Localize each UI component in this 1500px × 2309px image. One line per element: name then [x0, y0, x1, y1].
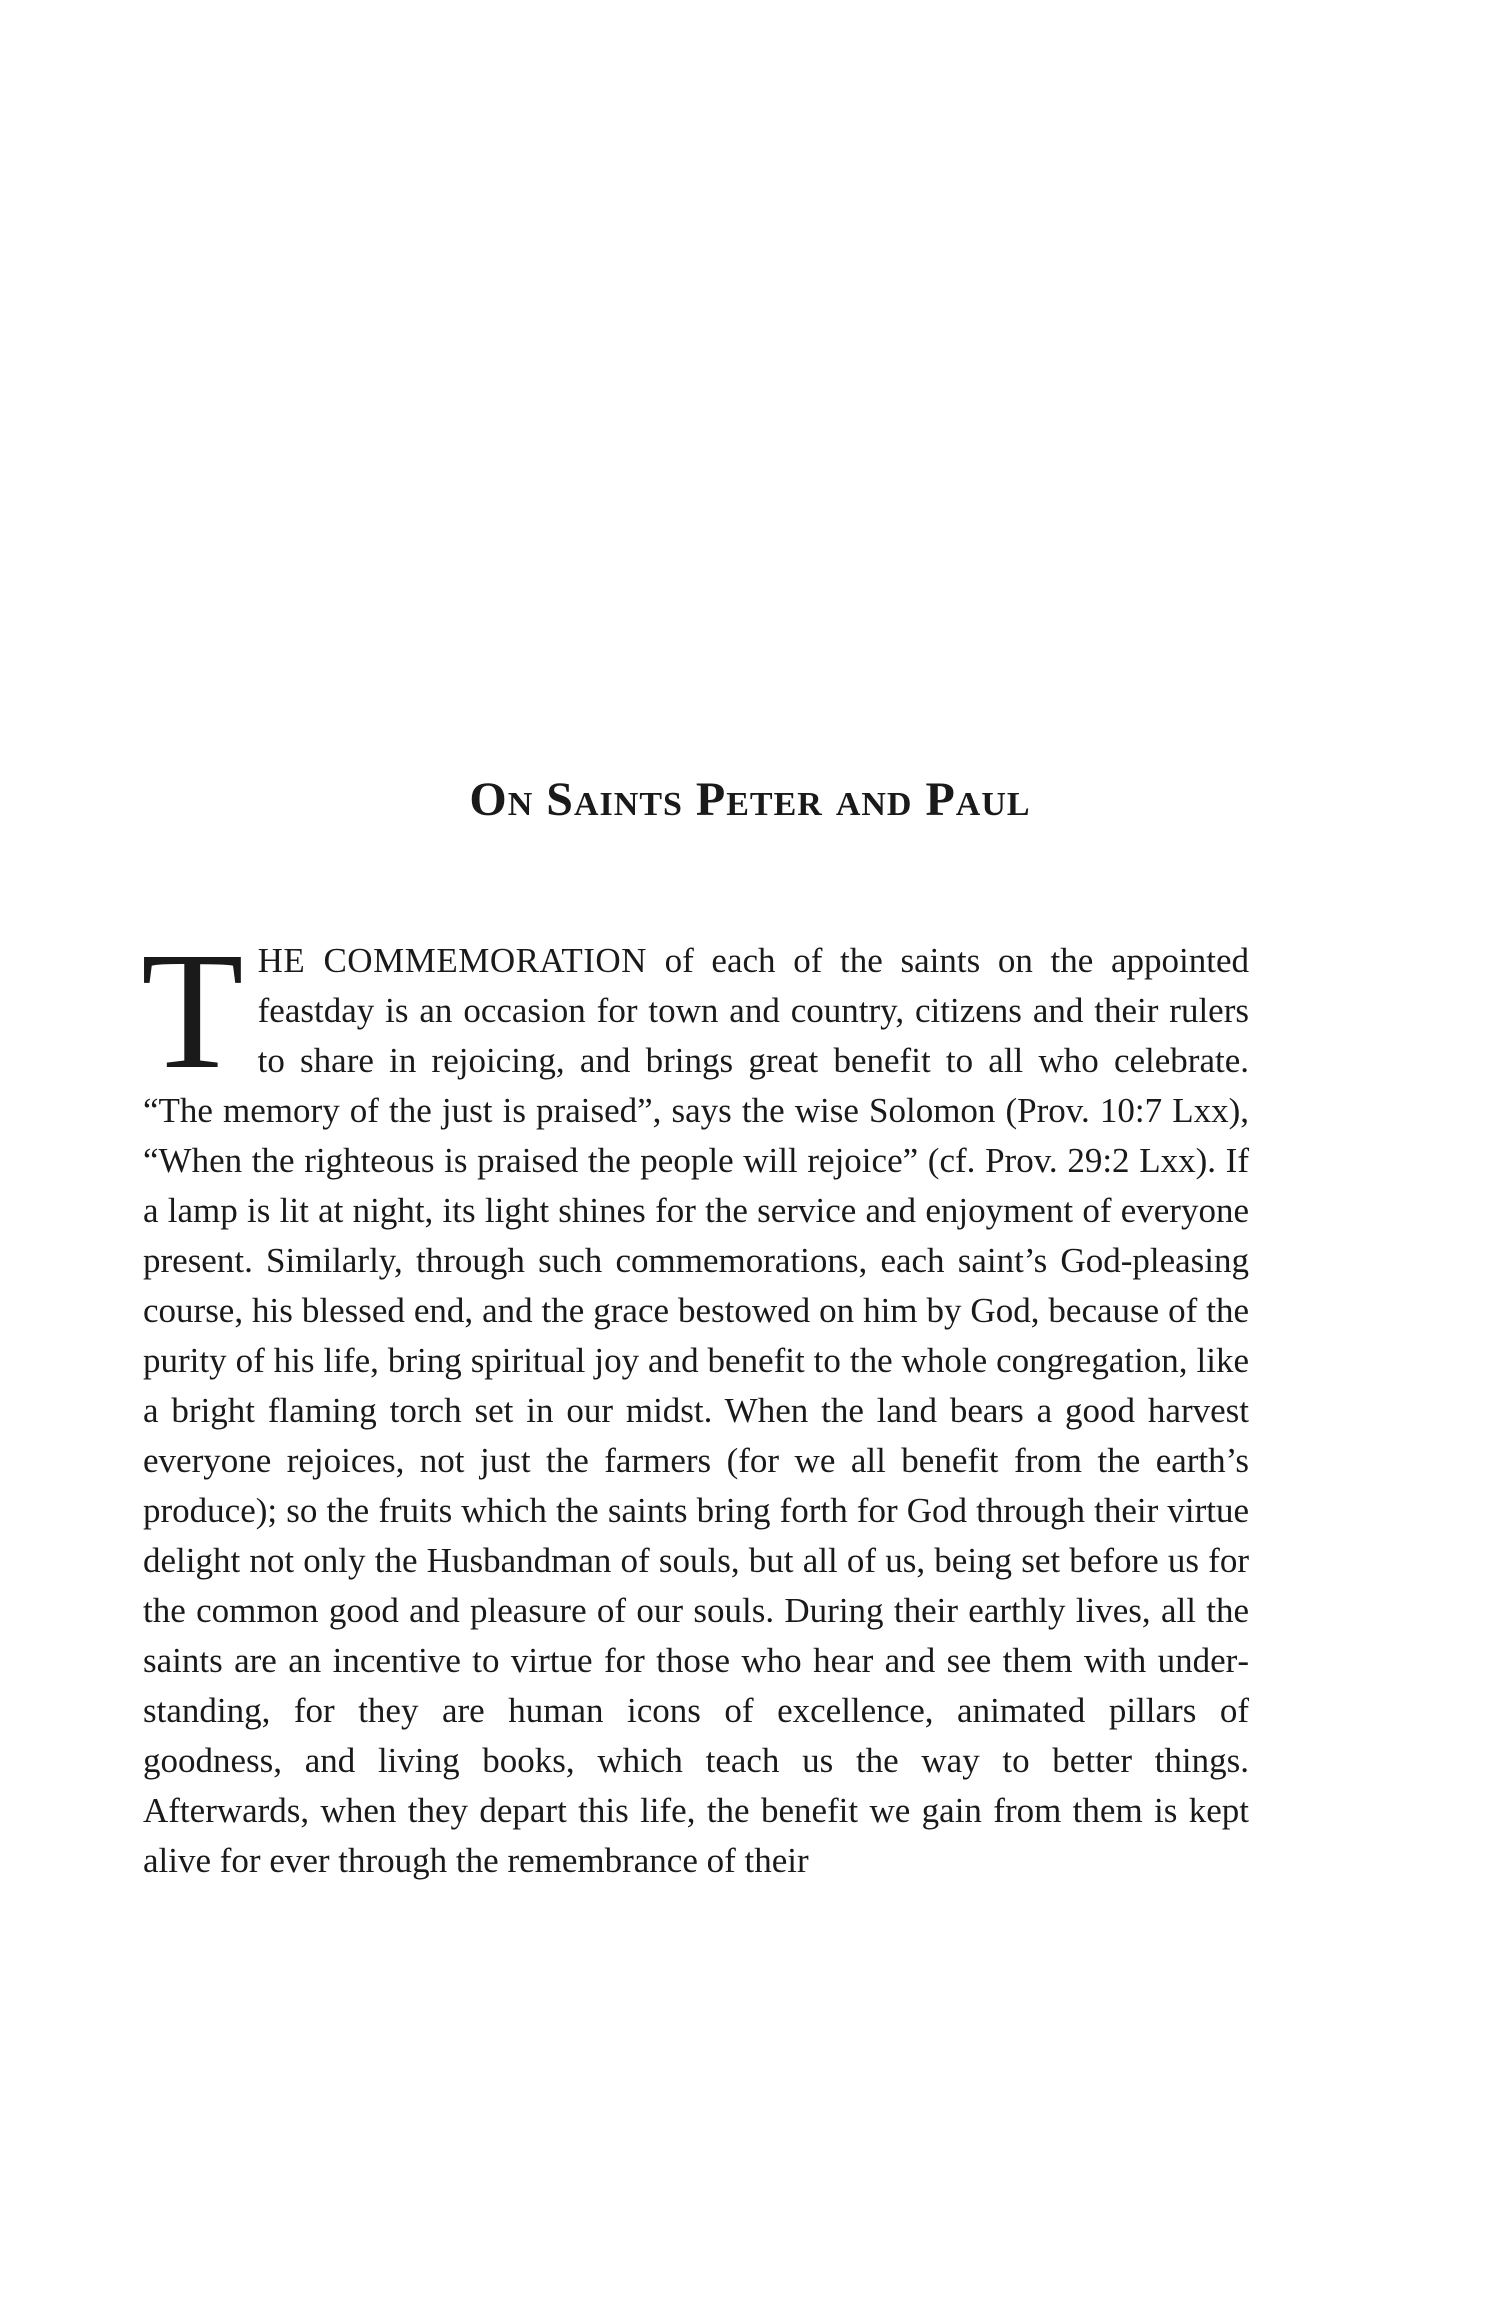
body-paragraph [141, 918, 1249, 1886]
drop-cap-letter: T [141, 918, 244, 1104]
chapter-title: On Saints Peter and Paul [469, 773, 1031, 827]
lead-in-caps: HE COMMEMORATION [257, 941, 647, 980]
paragraph-text: of each of the saints on the appointed feastday is an occasion for town and country, citizens and their rulers to share in rejoicing, and brings great benefit to all who celebrate. “The memory of the just is praised”, says the wise Solomon (Prov. 10:7 Lxx), “When the righteous is praised the people will rejoice” (cf. Prov. 29:2 Lxx). If a lamp is lit at night, its light shines for the service and enjoyment of everyone present. Similarly, through such commemorations, each saint’s God-pleasing course, his blessed end, and the grace bestowed on him by God, because of the purity of his life, bring spiritual joy and benefit to the whole congregation, like a bright flaming torch set in our midst. When the land bears a good harvest everyone rejoices, not just the farmers (for we all benefit from the earth’s produce); so the fruits which the saints bring forth for God through their virtue delight not only the Husbandman of souls, but all of us, being set before us for the common good and pleasure of our souls. During their earthly lives, all the saints are an incentive to virtue for those who hear and see them with understanding, for they are human icons of excellence, animated pillars of goodness, and living books, which teach us the way to better things. Afterwards, when they depart this life, the benefit we gain from them is kept alive for ever through the remembrance of their [143, 941, 1249, 1880]
